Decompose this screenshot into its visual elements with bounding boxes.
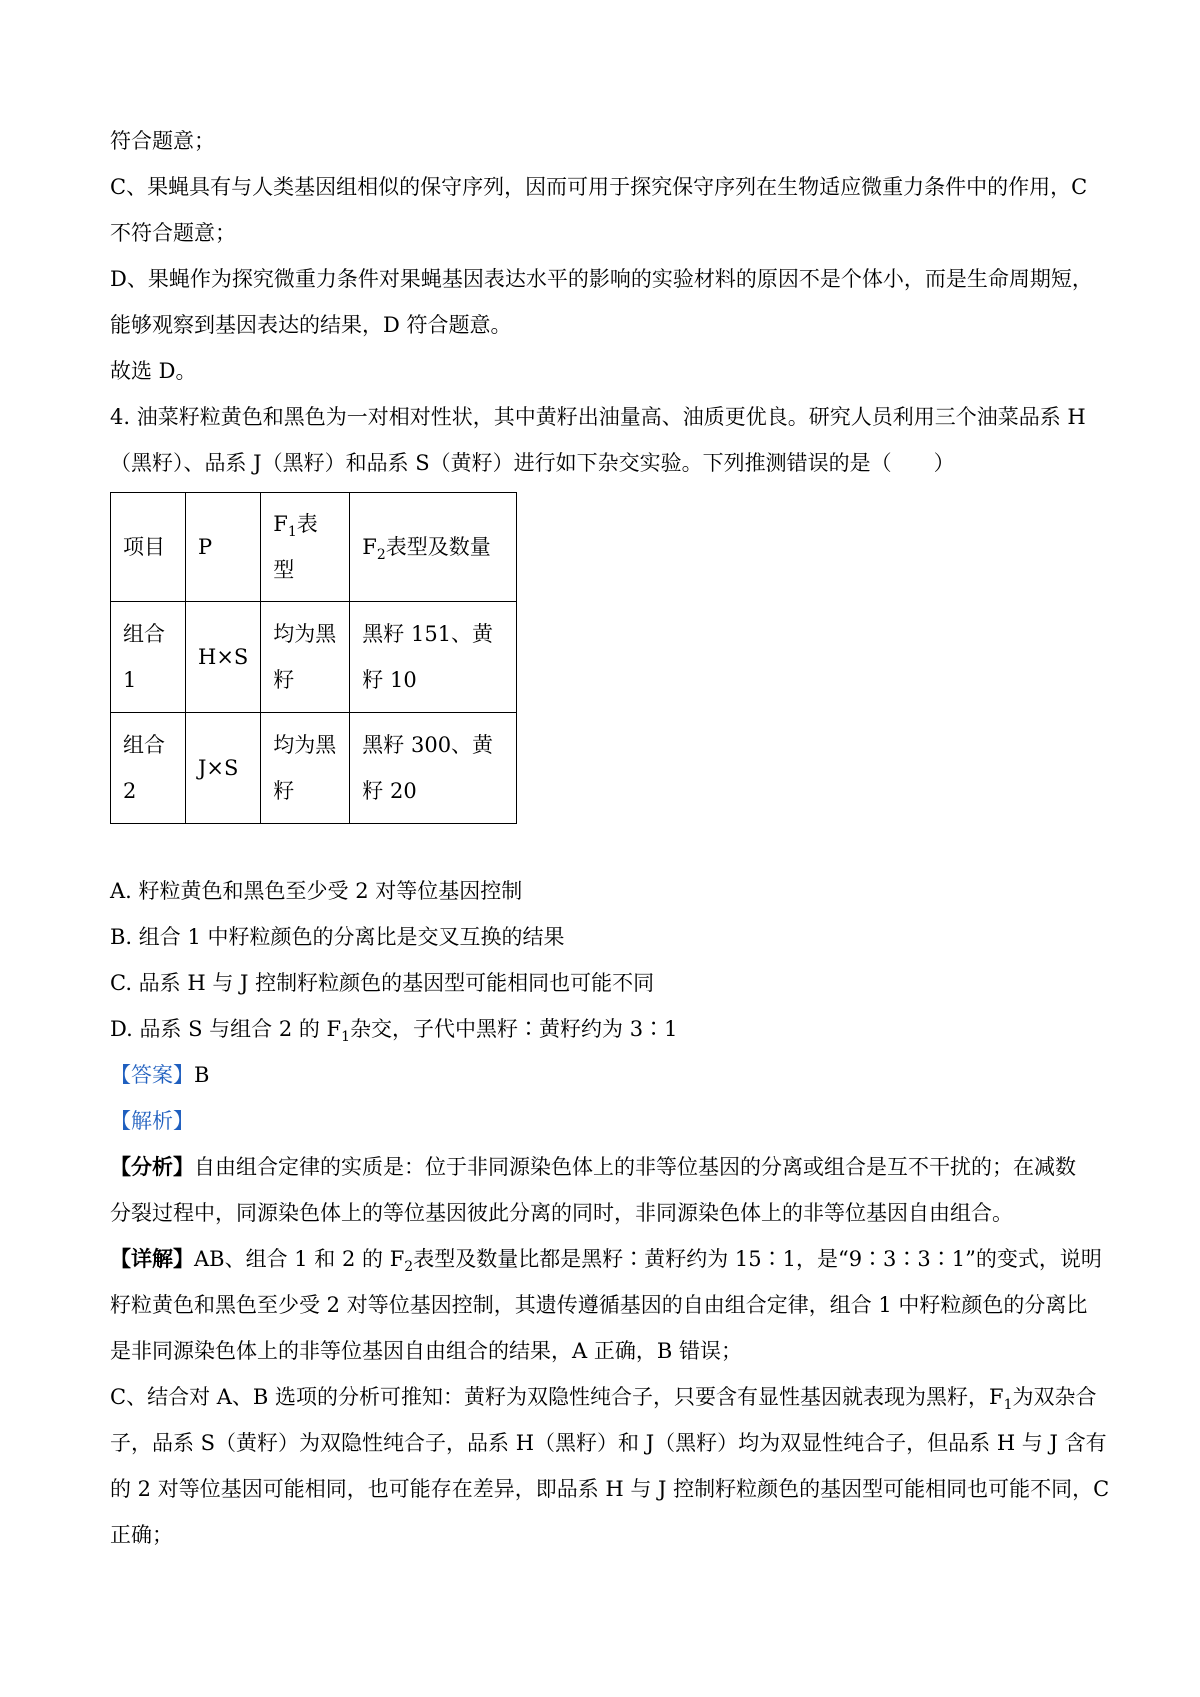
cell-f1: 均为黑籽 (261, 713, 350, 824)
text-line: D、果蝇作为探究微重力条件对果蝇基因表达水平的影响的实验材料的原因不是个体小，而是生命周期短， (110, 267, 1093, 291)
option-c: C. 品系 H 与 J 控制籽粒颜色的基因型可能相同也可能不同 (110, 971, 655, 995)
question-stem-line2: （黑籽）、品系 J（黑籽）和品系 S（黄籽）进行如下杂交实验。下列推测错误的是（ ） (110, 451, 955, 475)
text-line: 不符合题意； (110, 221, 236, 245)
cell-parent: H×S (186, 602, 261, 713)
cell-f2: 黑籽 300、黄籽 20 (350, 713, 517, 824)
cross-experiment-table (110, 492, 517, 824)
answer-value: B (194, 1063, 210, 1087)
header-f1: $F_1$表型 (261, 493, 350, 602)
header-item: 项目 (111, 493, 186, 602)
fenxi-label: 【分析】 (110, 1154, 194, 1179)
text-line: 能够观察到基因表达的结果，D 符合题意。 (110, 313, 512, 337)
text-line: 故选 D。 (110, 359, 197, 383)
option-a: A. 籽粒黄色和黑色至少受 2 对等位基因控制 (110, 879, 523, 903)
cell-item: 组合 1 (111, 602, 186, 713)
header-f2: $F_2$表型及数量 (350, 493, 517, 602)
text-line: C、果蝇具有与人类基因组相似的保守序列，因而可用于探究保守序列在生物适应微重力条件中的作用，C (110, 175, 1088, 199)
option-d: D. 品系 S 与组合 2 的 $F_1$杂交，子代中黑籽∶黄籽约为 3∶1 (110, 1017, 678, 1046)
text-line: 符合题意； (110, 129, 215, 153)
fenxi-line2: 分裂过程中，同源染色体上的等位基因彼此分离的同时，非同源染色体上的非等位基因自由组合。 (110, 1201, 1013, 1225)
header-parent: P (186, 493, 261, 602)
xiangjie-label: 【详解】 (110, 1246, 194, 1271)
answer-line (110, 1052, 1110, 1098)
cell-item: 组合 2 (111, 713, 186, 824)
xiangjie-c-line2: 子，品系 S（黄籽）为双隐性纯合子，品系 H（黑籽）和 J（黑籽）均为双显性纯合子，但品系 H 与 J 含有 (110, 1431, 1107, 1455)
option-b: B. 组合 1 中籽粒颜色的分离比是交叉互换的结果 (110, 925, 565, 949)
table-header-row (111, 493, 517, 602)
cell-f2: 黑籽 151、黄籽 10 (350, 602, 517, 713)
analysis-label: 【解析】 (110, 1109, 194, 1133)
document-page (110, 118, 1110, 1558)
question-stem-line1: 4. 油菜籽粒黄色和黑色为一对相对性状，其中黄籽出油量高、油质更优良。研究人员利用三个油菜品系 H (110, 405, 1086, 429)
xiangjie-line2: 籽粒黄色和黑色至少受 2 对等位基因控制，其遗传遵循基因的自由组合定律，组合 1 中籽粒颜色的分离比 (110, 1293, 1088, 1317)
answer-label: 【答案】 (110, 1063, 194, 1087)
fenxi-line1: 【分析】自由组合定律的实质是：位于非同源染色体上的非等位基因的分离或组合是互不干扰的；在减数 (110, 1154, 1076, 1179)
xiangjie-c-line4: 正确； (110, 1523, 173, 1547)
xiangjie-line1: 【详解】AB、组合 1 和 2 的 $F_2$表型及数量比都是黑籽∶黄籽约为 15∶1，是“9∶3∶3∶1”的变式，说明 (110, 1246, 1102, 1276)
table-row (111, 713, 517, 824)
cell-parent: J×S (186, 713, 261, 824)
table-row (111, 602, 517, 713)
xiangjie-c-line1: C、结合对 A、B 选项的分析可推知：黄籽为双隐性纯合子，只要含有显性基因就表现为黑籽，$F_1$为双杂合 (110, 1385, 1097, 1414)
xiangjie-line3: 是非同源染色体上的非等位基因自由组合的结果，A 正确，B 错误； (110, 1339, 742, 1363)
cell-f1: 均为黑籽 (261, 602, 350, 713)
xiangjie-c-line3: 的 2 对等位基因可能相同，也可能存在差异，即品系 H 与 J 控制籽粒颜色的基因型可能相同也可能不同，C (110, 1477, 1110, 1501)
